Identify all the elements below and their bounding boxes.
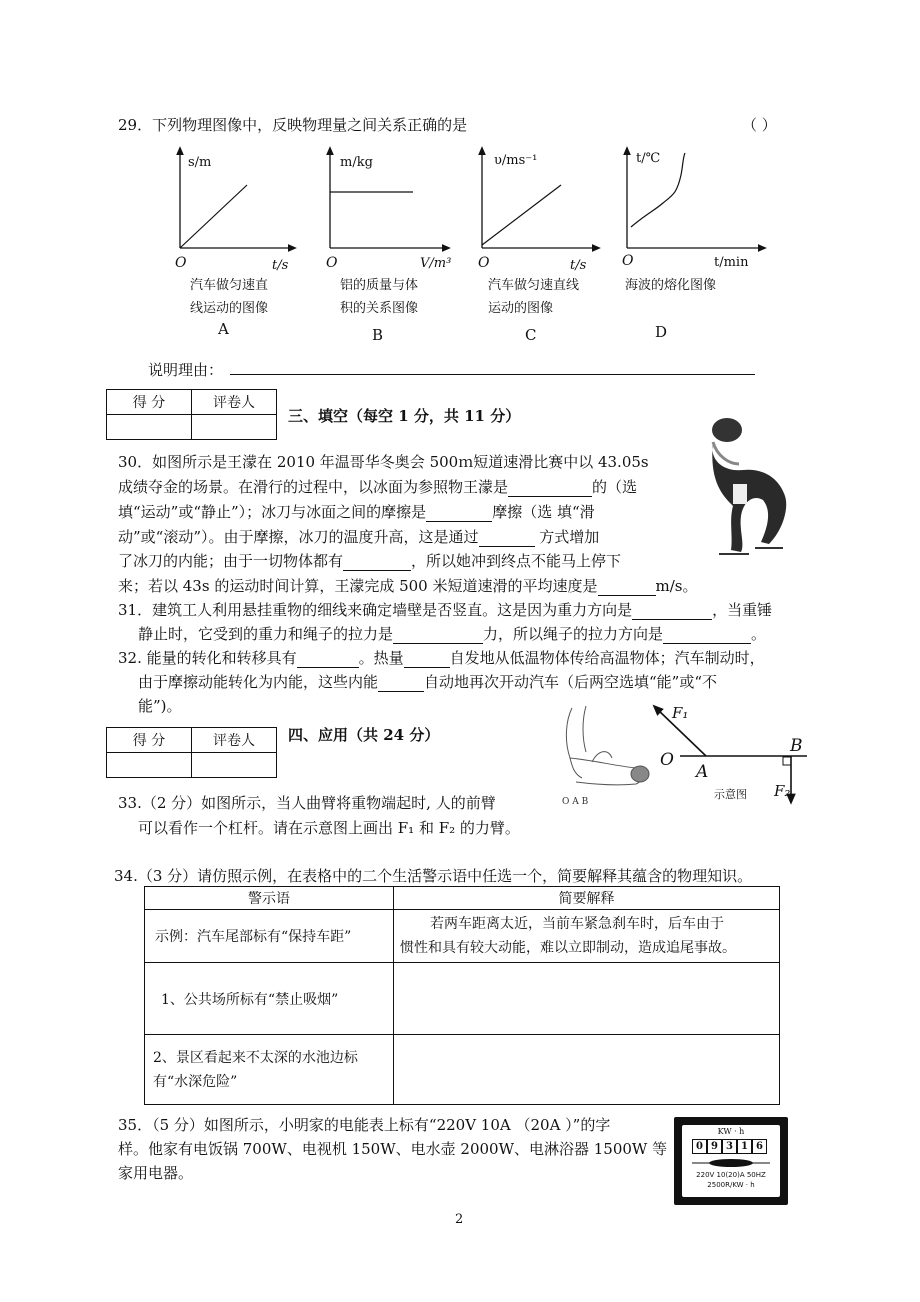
warning-table (144, 886, 780, 1105)
q35-line-2: 样。他家有电饭锅 700W、电视机 150W、电水壶 2000W、电淋浴器 1500W 等 (118, 1140, 668, 1158)
score-box-3 (106, 389, 277, 440)
q31-text-2b: 力，所以绳子的拉力方向是 (483, 625, 664, 643)
q31-line-2 (138, 624, 766, 644)
q30-text-2a: 成绩夺金的场景。在滑行的过程中，以冰面为参照物王濛是 (118, 478, 509, 496)
q32-line-2 (138, 672, 717, 692)
header-warning: 警示语 (145, 887, 394, 910)
score-label: 得 分 (107, 728, 192, 753)
q30-line-3 (118, 502, 595, 522)
reason-blank[interactable] (230, 374, 755, 375)
meter-face (682, 1125, 780, 1197)
q30-text-4a: 动”或“滚动”）。由于摩擦，冰刀的温度升高，这是通过 (118, 528, 479, 546)
section-4-title: 四、应用（共 24 分） (288, 726, 440, 744)
q32-blank-1[interactable] (297, 652, 359, 668)
q32-blank-3[interactable] (378, 676, 424, 692)
example-warning: 示例：汽车尾部标有“保持车距” (145, 910, 394, 963)
q35-line-3: 家用电器。 (118, 1164, 194, 1182)
q32-line-1 (118, 648, 765, 668)
q30-text-5a: 了冰刀的内能；由于一切物体都有 (118, 552, 344, 570)
graph-c-caption-2: 运动的图像 (488, 301, 554, 316)
graph-c-letter: C (525, 326, 537, 344)
section-3-title: 三、填空（每空 1 分，共 11 分） (288, 407, 521, 425)
q32-line-3: 能”)。 (138, 697, 182, 715)
q30-blank-3[interactable] (479, 531, 535, 547)
example-explanation (394, 910, 780, 963)
meter-digit: 9 (707, 1139, 722, 1154)
example-explanation-1: 若两车距离太近，当前车紧急刹车时，后车由于 (430, 916, 724, 932)
q32-text-2a: 由于摩擦动能转化为内能，这些内能 (138, 673, 379, 691)
q30-text-6b: m/s。 (655, 577, 698, 595)
grader-label: 评卷人 (192, 728, 277, 753)
q30-text-3a: 填“运动”或“静止”）；冰刀与冰面之间的摩擦是 (118, 503, 427, 521)
label-f1: F₁ (672, 704, 689, 722)
meter-unit: KW · h (717, 1127, 745, 1136)
q32-text-2b: 自动地再次开动汽车（后两空选填“能”或“不 (424, 673, 718, 691)
q31-line-1 (118, 600, 772, 620)
q31-text-1a: 31．建筑工人利用悬挂重物的细线来确定墙壁是否竖直。这是因为重力方向是 (118, 601, 633, 619)
q29-stem: 29．下列物理图像中，反映物理量之间关系正确的是 (118, 116, 468, 134)
label-a: A (696, 762, 709, 782)
graph-d-letter: D (655, 323, 668, 341)
skater-photo (683, 412, 805, 558)
row1-answer[interactable] (394, 963, 780, 1035)
q30-line-1: 30．如图所示是王濛在 2010 年温哥华冬奥会 500ｍ短道速滑比赛中以 43.05s (118, 453, 649, 471)
q32-blank-2[interactable] (404, 652, 450, 668)
graph-b-letter: B (372, 326, 384, 344)
q30-text-3b: 摩擦（选 填“滑 (492, 503, 595, 521)
graph-b-origin: O (326, 255, 338, 271)
graph-d-ylabel: t/℃ (636, 151, 661, 166)
graph-c-ylabel: υ/ms⁻¹ (494, 153, 538, 168)
q30-line-4 (118, 527, 599, 547)
meter-digit: 3 (722, 1139, 737, 1154)
q30-blank-2[interactable] (426, 506, 492, 522)
grader-label: 评卷人 (192, 390, 277, 415)
graph-b-caption-2: 积的关系图像 (340, 301, 419, 316)
graph-c-caption-1: 汽车做匀速直线 (488, 278, 580, 293)
q31-blank-2[interactable] (393, 628, 483, 644)
q33-line-1: 33.（2 分）如图所示，当人曲臂将重物端起时, 人的前臂 (118, 794, 496, 812)
graph-a-caption-1: 汽车做匀速直 (190, 278, 269, 293)
q31-text-2c: 。 (751, 625, 767, 643)
graph-c-xlabel: t/s (570, 258, 587, 273)
q32-text-1c: 自发地从低温物体传给高温物体；汽车制动时， (449, 649, 765, 667)
q31-blank-1[interactable] (632, 604, 712, 620)
grader-cell[interactable] (192, 753, 277, 778)
q30-line-5 (118, 551, 621, 571)
meter-rate: 2500R/KW · h (707, 1181, 755, 1189)
meter-digits (692, 1139, 767, 1154)
q30-blank-4[interactable] (343, 555, 411, 571)
label-f2: F₂ (774, 782, 791, 800)
q30-text-4b: 方式增加 (534, 528, 600, 546)
q30-blank-5[interactable] (598, 580, 656, 596)
label-o: O (660, 750, 674, 770)
energy-meter (674, 1117, 788, 1205)
q32-text-1b: 。热量 (358, 649, 404, 667)
graph-b-ylabel: m/kg (340, 155, 373, 170)
q34-stem: 34.（3 分）请仿照示例，在表格中的二个生活警示语中任选一个，简要解释其蕴含的物理知识。 (114, 867, 753, 885)
reason-label: 说明理由： (148, 361, 224, 379)
arm-sketch (566, 706, 649, 785)
q30-line-6 (118, 576, 697, 596)
arm-labels: O A B (562, 797, 589, 807)
q30-text-5b: ，所以她冲到终点不能马上停下 (411, 552, 622, 570)
meter-digit: 0 (692, 1139, 707, 1154)
score-box-4 (106, 727, 277, 778)
graph-c-origin: O (478, 255, 490, 271)
meter-digit: 1 (737, 1139, 752, 1154)
q30-text-6a: 来；若以 43s 的运动时间计算，王濛完成 500 米短道速滑的平均速度是 (118, 577, 598, 595)
graph-a-caption-2: 线运动的图像 (190, 301, 269, 316)
graph-d-xlabel: t/min (714, 255, 749, 270)
example-explanation-2: 惯性和具有较大动能，难以立即制动，造成追尾事故。 (400, 940, 736, 956)
header-explanation: 简要解释 (394, 887, 780, 910)
row2-answer[interactable] (394, 1035, 780, 1105)
q29-answer-paren: （ ） (742, 116, 777, 134)
graph-b-caption-1: 铝的质量与体 (340, 278, 419, 293)
q31-blank-3[interactable] (663, 628, 751, 644)
graph-a-letter: A (218, 320, 229, 338)
q33-line-2: 可以看作一个杠杆。请在示意图上画出 F₁ 和 F₂ 的力臂。 (138, 819, 520, 837)
graph-a-ylabel: s/m (188, 155, 212, 170)
graph-d-origin: O (622, 253, 634, 269)
meter-digit: 6 (752, 1139, 767, 1154)
graph-a-origin: O (175, 255, 187, 271)
row2-warning (145, 1035, 394, 1105)
row2-warning-2: 有“水深危险” (153, 1073, 238, 1090)
q31-text-1b: ，当重锤 (712, 601, 773, 619)
meter-disc-icon (692, 1157, 770, 1169)
row1-warning: 1、公共场所标有“禁止吸烟” (145, 963, 394, 1035)
row2-warning-1: 2、景区看起来不太深的水池边标 (153, 1049, 358, 1066)
q30-text-2b: 的（选 (592, 478, 638, 496)
q30-blank-1[interactable] (508, 481, 592, 497)
score-cell[interactable] (107, 415, 192, 440)
meter-spec: 220V 10(20)A 50HZ (696, 1171, 766, 1179)
grader-cell[interactable] (192, 415, 277, 440)
q32-text-1a: 32. 能量的转化和转移具有 (118, 649, 297, 667)
page-number: 2 (455, 1212, 464, 1227)
score-label: 得 分 (107, 390, 192, 415)
q35-line-1: 35．（5 分）如图所示，小明家的电能表上标有“220V 10A （20A ）”的字 (118, 1116, 611, 1134)
q30-line-2 (118, 477, 637, 497)
graph-b-xlabel: V/m³ (420, 256, 452, 271)
graph-a-xlabel: t/s (272, 258, 289, 273)
q31-text-2a: 静止时，它受到的重力和绳子的拉力是 (138, 625, 394, 643)
score-cell[interactable] (107, 753, 192, 778)
label-b: B (790, 736, 803, 756)
graph-d-caption-1: 海波的熔化图像 (625, 278, 717, 293)
lever-caption: 示意图 (714, 788, 747, 801)
